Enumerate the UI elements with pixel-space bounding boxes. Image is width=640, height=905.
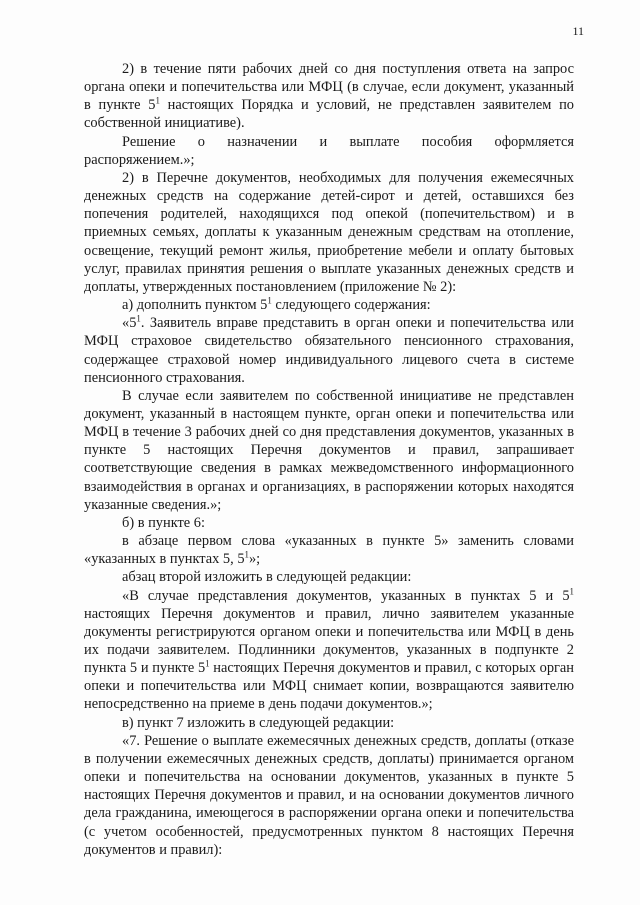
paragraph: а) дополнить пунктом $5^1$ следующего содержания: (122, 295, 431, 314)
superscript-one: 1 (205, 658, 210, 669)
paragraph: б) в пункте 6: (122, 514, 205, 531)
superscript-one: 1 (267, 295, 272, 306)
paragraph: 2) в течение пяти рабочих дней со дня поступления ответа на запрос органа опеки и попечительства или МФЦ (в случае, если документ, указанный в пункте $5^1$ настоящих Порядка и условий, не представлен заявителем по собственной инициативе). (84, 61, 574, 132)
superscript-one: 1 (569, 586, 574, 596)
paragraph: «$5^1$. Заявитель вправе представить в орган опеки и попечительства или МФЦ страховое свидетельство обязательного пенсионного страхования, содержащее страховой номер индивидуального лицевого счета в системе пенсионного страхования. (84, 313, 574, 386)
paragraph: абзац второй изложить в следующей редакции: (122, 569, 412, 586)
paragraph: «7. Решение о выплате ежемесячных денежных средств, доплаты (отказе в получении ежемесячных денежных средств, доплаты) принимается органом опеки и попечительства на основании документов, указанных в пункте 5 настоящих Перечня документов и правил, и на основании документов личного дела гражданина, имеющегося в распоряжении органа опеки и попечительства (с учетом особенностей, предусмотренных пунктом 8 настоящих Перечня документов и правил): (84, 732, 574, 858)
paragraph: В случае если заявителем по собственной инициативе не представлен документ, указанный в настоящем пункте, орган опеки и попечительства или МФЦ в течение 3 рабочих дней со дня представления документов, указанных в пункте 5 настоящих Перечня документов и правил, запрашивает соответствующие сведения в рамках межведомственного информационного взаимодействия в органах и организациях, в распоряжении которых находятся указанные сведения.»; (84, 387, 574, 513)
superscript-one: 1 (244, 549, 249, 560)
paragraph: в) пункт 7 изложить в следующей редакции: (122, 714, 395, 731)
superscript-one: 1 (155, 95, 160, 106)
document-body (84, 60, 574, 859)
superscript-one: 1 (136, 313, 141, 324)
page-number: 11 (572, 24, 584, 38)
paragraph: Решение о назначении и выплате пособия оформляется распоряжением.»; (84, 133, 574, 168)
paragraph: в абзаце первом слова «указанных в пункте 5» заменить словами «указанных в пунктах 5, $5^1$»; (84, 533, 574, 568)
paragraph: 2) в Перечне документов, необходимых для получения ежемесячных денежных средств на содержание детей-сирот и детей, оставшихся без попечения родителей, находящихся под опекой (попечительством) и в приемных семьях, доплаты к указанным денежным средствам на отопление, освещение, текущий ремонт жилья, приобретение мебели и оплату бытовых услуг, правилах принятия решения о выплате указанных денежных средств и доплаты, утвержденных постановлением (приложение № 2): (84, 169, 574, 295)
paragraph: «В случае представления документов, указанных в пунктах 5 и $5^1$ настоящих Перечня документов и правил, лично заявителем указанные документы регистрируются органом опеки и попечительства или МФЦ в день их подачи заявителем. Подлинники документов, указанных в подпункте 2 пункта 5 и пункте $5^1$ настоящих Перечня документов и правил, с которых орган опеки и попечительства или МФЦ снимает копии, возвращаются заявителю непосредственно на приеме в день подачи документов.»; (84, 586, 575, 713)
